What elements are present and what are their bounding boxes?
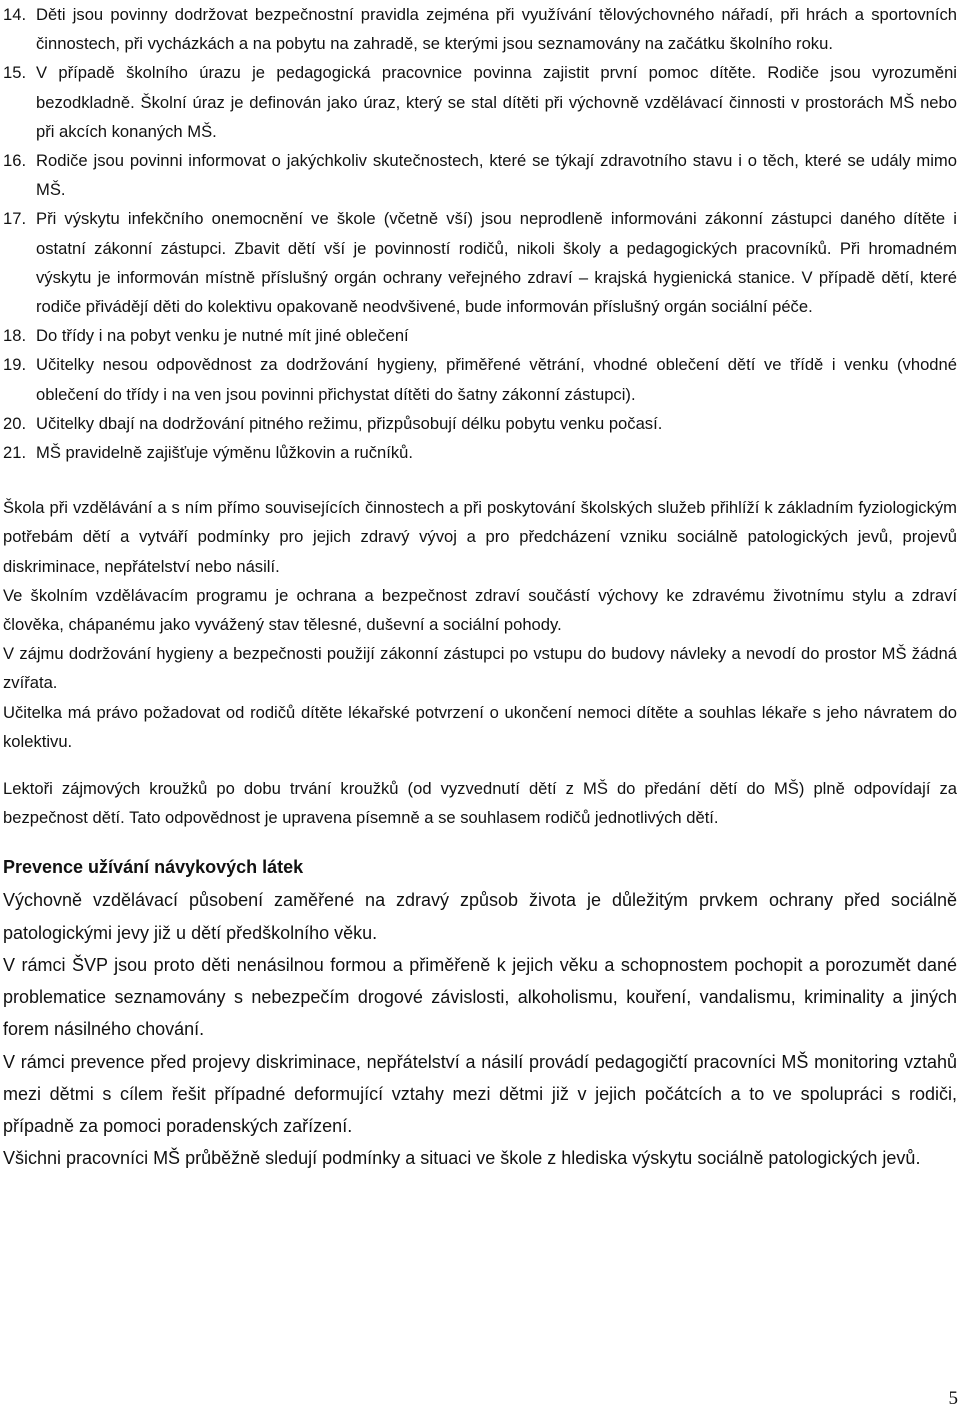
list-item-text: Při výskytu infekčního onemocnění ve škole (včetně vší) jsou neprodleně informováni zákonní zástupci daného dítěte i ostatní zákonní zástupci. Zbavit dětí vší je povinností rodičů, nikoli školy a pedagogických pracovníků. Při hromadném výskytu je informován místně příslušný orgán ochrany veřejného zdraví – krajská hygienická stanice. V případě dětí, které rodiče přivádějí děti do kolektivu opakovaně neodvšivené, bude informován příslušný orgán sociální péče. [36,209,957,317]
list-item [3,146,957,204]
list-item [3,58,957,146]
list-item-number: 21. [3,443,27,463]
section-paragraph: Všichni pracovníci MŠ průběžně sledují podmínky a situaci ve škole z hlediska výskytu sociálně patologických jevů. [3,1148,921,1169]
list-item-number: 14. [3,5,27,24]
list-item-text: Učitelky nesou odpovědnost za dodržování hygieny, přiměřené větrání, vhodné oblečení dětí ve třídě i venku (vhodné oblečení do třídy i na ven jsou povinni přichystat dítěti do šatny zákonní zástupci). [36,355,957,404]
spacer [3,756,957,774]
section-paragraph: V rámci ŠVP jsou proto děti nenásilnou formou a přiměřeně k jejich věku a schopnostem pochopit a porozumět dané problematice seznamovány s nebezpečím drogové závislosti, alkoholismu, kouření, vandalismu, kriminality a jiných forem násilného chování. [3,954,957,1040]
list-item [3,350,957,408]
list-item [3,321,957,350]
paragraph: V zájmu dodržování hygieny a bezpečnosti použijí zákonní zástupci po vstupu do budovy návleky a nevodí do prostor MŠ žádná zvířata. [3,644,957,693]
paragraph: Škola při vzdělávání a s ním přímo souvisejících činnostech a při poskytování školských služeb přihlíží k základním fyziologickým potřebám dětí a vytváří podmínky pro jejich zdravý vývoj a pro předcházení vzniku sociálně patologických jevů, projevů diskriminace, nepřátelství nebo násilí. [3,498,957,576]
list-item-text: MŠ pravidelně zajišťuje výměnu lůžkovin a ručníků. [36,443,413,463]
list-item-number: 18. [3,326,27,346]
list-item [3,0,957,58]
list-item-number: 15. [3,63,27,83]
section-heading: Prevence užívání návykových látek [3,857,304,878]
list-item-text: Učitelky dbají na dodržování pitného režimu, přizpůsobují délku pobytu venku počasí. [36,413,663,433]
section-paragraph: V rámci prevence před projevy diskriminace, nepřátelství a násilí provádí pedagogičtí pracovníci MŠ monitoring vztahů mezi dětmi s cílem řešit případné deformující vztahy mezi dětmi již v jejich počátcích a to ve spolupráci s rodiči, případně za pomoci poradenských zařízení. [3,1051,957,1136]
paragraph: Učitelka má právo požadovat od rodičů dítěte lékařské potvrzení o ukončení nemoci dítěte a souhlas lékaře s jeho návratem do kolektivu. [3,702,957,751]
list-item-text: V případě školního úrazu je pedagogická pracovnice povinna zajistit první pomoc dítěte. Rodiče jsou vyrozuměni bezodkladně. Školní úraz je definován jako úraz, který se stal dítěti při výchovně vzdělávací činnosti v prostorách MŠ nebo při akcích konaných MŠ. [36,63,957,141]
spacer [3,467,957,493]
list-item-text: Do třídy i na pobyt venku je nutné mít jiné oblečení [36,326,409,346]
paragraph-lecturers: Lektoři zájmových kroužků po dobu trvání kroužků (od vyzvednutí dětí z MŠ do předání dětí do MŠ) plně odpovídají za bezpečnost dětí. Tato odpovědnost je upravena písemně a se souhlasem rodičů jednotlivých dětí. [3,779,957,828]
page-number: 5 [948,1388,958,1409]
list-item [3,204,957,321]
spacer [3,832,957,850]
list-item [3,409,957,438]
list-item-number: 19. [3,355,27,375]
list-item-number: 20. [3,413,27,433]
paragraph: Ve školním vzdělávacím programu je ochrana a bezpečnost zdraví součástí výchovy ke zdravému životnímu stylu a zdraví člověka, chápanému jako vyvážený stav tělesné, duševní a sociální pohody. [3,585,957,635]
document-page [3,0,957,1174]
list-item [3,438,957,467]
list-item-text: Děti jsou povinny dodržovat bezpečnostní pravidla zejména při využívání tělovýchovného nářadí, při hrách a sportovních činnostech, při vycházkách a na pobytu na zahradě, se kterými jsou seznamovány na začátku školního roku. [36,5,957,54]
list-item-number: 17. [3,209,27,229]
rules-list [3,0,957,467]
list-item-text: Rodiče jsou povinni informovat o jakýchkoliv skutečnostech, které se týkají zdravotního stavu i o těch, které se udály mimo MŠ. [36,151,957,200]
list-item-number: 16. [3,151,27,171]
section-paragraph: Výchovně vzdělávací působení zaměřené na zdravý způsob života je důležitým prvkem ochrany před sociálně patologickými jevy již u dětí předškolního věku. [3,890,957,943]
